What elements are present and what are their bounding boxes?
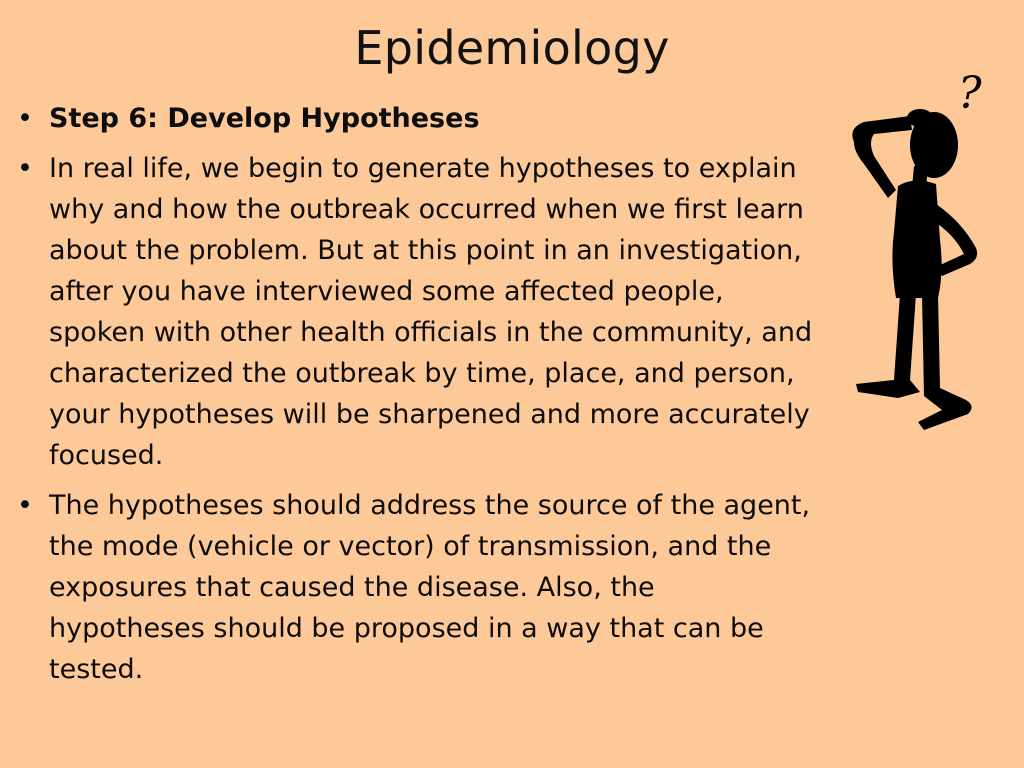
bullet-marker: •: [17, 153, 33, 184]
bullet-marker: •: [17, 103, 33, 134]
bullet-text: The hypotheses should address the source of the agent, the mode (vehicle or vector) of transmission, and the exposures that caused the disease. Also, the hypotheses should be proposed in a way that can be tested.: [49, 490, 811, 685]
bullet-text: Step 6: Develop Hypotheses: [49, 103, 480, 134]
thinking-stick-figure-icon: [836, 62, 986, 442]
bullet-item-step-heading: [14, 98, 814, 139]
figure-torso: [892, 180, 941, 298]
slide-title: Epidemiology: [354, 21, 670, 75]
question-mark-icon: ?: [958, 68, 982, 119]
bullet-text: In real life, we begin to generate hypotheses to explain why and how the outbreak occurred when we first learn about the problem. But at this point in an investigation, after you have interviewed some affected people, spoken with other health officials in the community, and characterized the outbreak by time, place, and person, your hypotheses will be sharpened and more accurately focused.: [49, 153, 813, 471]
figure-left-leg: [856, 294, 920, 398]
bullet-item-hypotheses: [14, 485, 814, 690]
bullet-marker: •: [17, 490, 33, 521]
figure-right-leg: [918, 294, 972, 430]
bullet-list: [14, 98, 814, 699]
bullet-item-real-life: [14, 148, 814, 476]
